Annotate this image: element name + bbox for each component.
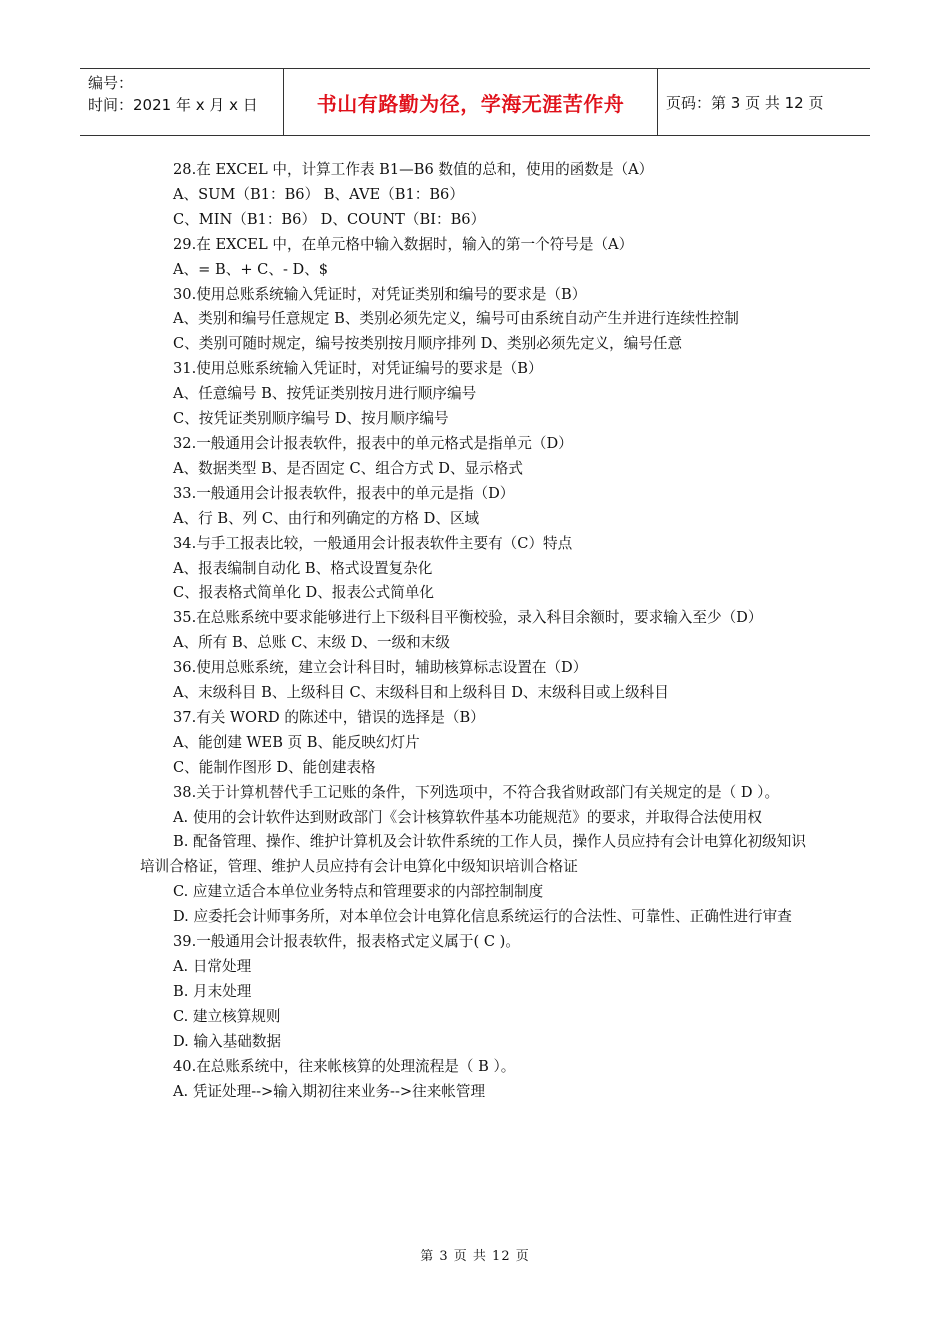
text-line: 28.在 EXCEL 中，计算工作表 B1—B6 数值的总和，使用的函数是（A） xyxy=(173,161,654,178)
text-line: C、能制作图形 D、能创建表格 xyxy=(173,758,376,776)
text-line: D. 输入基础数据 xyxy=(173,1032,282,1050)
text-line: C. 建立核算规则 xyxy=(173,1007,281,1025)
text-line: C、按凭证类别顺序编号 D、按月顺序编号 xyxy=(173,410,449,428)
text-line: 38.关于计算机替代手工记账的条件，下列选项中，不符合我省财政部门有关规定的是（ D ）。 xyxy=(173,783,780,801)
text-line: C、报表格式简单化 D、报表公式简单化 xyxy=(173,584,435,602)
text-line: A. 日常处理 xyxy=(173,958,252,975)
doc-number-label: 编号： xyxy=(88,74,134,92)
text-line: 39.一般通用会计报表软件，报表格式定义属于( C )。 xyxy=(173,933,520,951)
text-line: A、所有 B、总账 C、末级 D、一级和末级 xyxy=(173,634,450,652)
text-line: D. 应委托会计师事务所，对本单位会计电算化信息系统运行的合法性、可靠性、正确性进行审查 xyxy=(173,908,792,926)
header-motto: 书山有路勤为径，学海无涯苦作舟 xyxy=(284,69,658,135)
text-line: A、SUM（B1：B6） B、AVE（B1：B6） xyxy=(173,185,464,203)
text-line: A、类别和编号任意规定 B、类别必须先定义，编号可由系统自动产生并进行连续性控制 xyxy=(173,310,739,328)
page-footer: 第 3 页 共 12 页 xyxy=(420,1249,530,1264)
date-label: 时间：2021 年 x 月 x 日 xyxy=(88,96,258,114)
text-line: A、末级科目 B、上级科目 C、末级科目和上级科目 D、末级科目或上级科目 xyxy=(173,684,669,702)
text-line: A. 凭证处理-->输入期初往来业务-->往来帐管理 xyxy=(173,1082,486,1100)
text-line: A、任意编号 B、按凭证类别按月进行顺序编号 xyxy=(173,385,477,403)
text-line: A、报表编制自动化 B、格式设置复杂化 xyxy=(173,559,433,577)
text-line: A、= B、+ C、- D、$ xyxy=(173,260,329,278)
text-line: C、类别可随时规定，编号按类别按月顺序排列 D、类别必须先定义，编号任意 xyxy=(173,335,683,353)
text-line: A、能创建 WEB 页 B、能反映幻灯片 xyxy=(173,733,420,751)
text-line: B. 月末处理 xyxy=(173,982,252,1000)
header-meta xyxy=(80,69,284,135)
text-line: 32.一般通用会计报表软件，报表中的单元格式是指单元（D） xyxy=(173,434,573,452)
document-body xyxy=(140,158,812,1104)
text-line: 34.与手工报表比较，一般通用会计报表软件主要有（C）特点 xyxy=(173,534,573,552)
header-page-code: 页码：第 3 页 共 12 页 xyxy=(666,93,824,112)
text-line: 35.在总账系统中要求能够进行上下级科目平衡校验，录入科目余额时，要求输入至少（D） xyxy=(173,609,763,627)
text-line: C. 应建立适合本单位业务特点和管理要求的内部控制制度 xyxy=(173,883,544,901)
text-line: A、数据类型 B、是否固定 C、组合方式 D、显示格式 xyxy=(173,459,523,477)
text-line: 36.使用总账系统，建立会计科目时，辅助核算标志设置在（D） xyxy=(173,659,588,677)
text-line: B. 配备管理、操作、维护计算机及会计软件系统的工作人员，操作人员应持有会计电算化初级知识培训合格证，管理、维护人员应持有会计电算化中级知识培训合格证 xyxy=(140,833,806,876)
page-header xyxy=(80,68,870,136)
text-line: 33.一般通用会计报表软件，报表中的单元是指（D） xyxy=(173,484,515,502)
text-line: 30.使用总账系统输入凭证时，对凭证类别和编号的要求是（B） xyxy=(173,285,587,303)
text-line: 31.使用总账系统输入凭证时，对凭证编号的要求是（B） xyxy=(173,360,543,378)
text-line: 40.在总账系统中，往来帐核算的处理流程是（ B ）。 xyxy=(173,1057,516,1075)
text-line: A、行 B、列 C、由行和列确定的方格 D、区域 xyxy=(173,509,480,527)
text-line: A. 使用的会计软件达到财政部门《会计核算软件基本功能规范》的要求，并取得合法使用权 xyxy=(173,808,762,826)
text-line: C、MIN（B1：B6） D、COUNT（BI：B6） xyxy=(173,210,486,228)
text-line: 29.在 EXCEL 中，在单元格中输入数据时，输入的第一个符号是（A） xyxy=(173,235,634,253)
text-line: 37.有关 WORD 的陈述中，错误的选择是（B） xyxy=(173,708,485,726)
